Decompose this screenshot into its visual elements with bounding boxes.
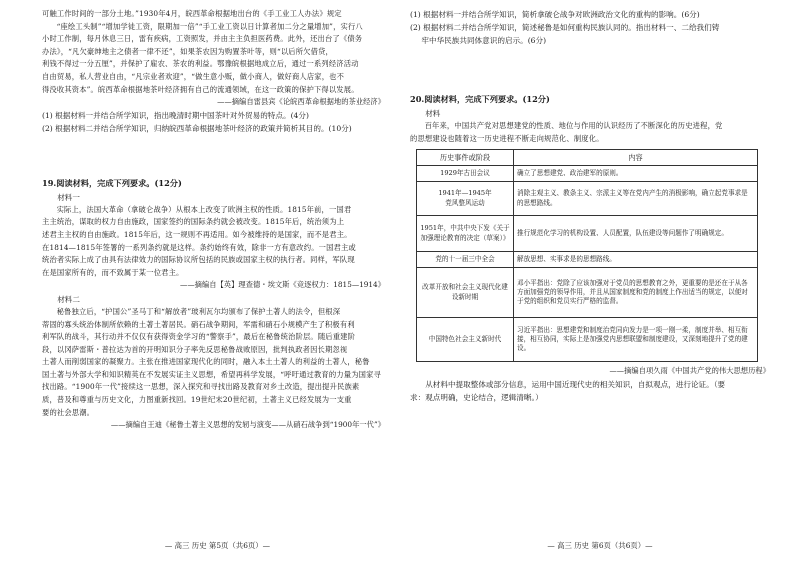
source-citation: ——摘编自【英】理查德・埃文斯《竞逐权力：1815—1914》 [180,280,385,290]
text-line: 蒂固的寡头统治体制所依赖的土著土著居民。硝石战争期间，军需和硝石小规模产生了积极有利 [42,319,355,329]
question-1: (1) 根据材料一并结合所学知识，指出晚清时期中国茶叶对外贸易的特点。(4分) [42,110,309,120]
cell-content: 习近平指出：思想建党和制度治党同向发力是一项一刚一柔，制度并举、相互衔接，相互协同，实际上是加强党内思想联盟和制度建设，又深刻地提升了党的建设。 [514,318,758,362]
cell-content: 确立了思想建党、政治建军的原则。 [514,166,758,182]
text-line: 质，普及和尊重与历史文化，力图重新找回。19世纪末20世纪初，土著主义已经发展为一支重 [42,395,352,405]
cell-content: 邓小平指出：党除了应该加强对于党员的思想教育之外，更重要的是还在于从各方面加强党的领导作用，并且从国家制度和党的制度上作出适当的规定，以便对于党的组织和党员实行严格的监督。 [514,268,758,318]
material-label: 材料 [425,109,441,118]
text-line: 办法》，“凡欠豪绅地主之债者一律不还”，如果茶农因为购置茶叶等，则“以后所欠借贷， [42,46,333,56]
text-line: 百年来，中国共产党对思想建党的性质、地位与作用的认识经历了不断深化的历史进程，党 [424,121,723,130]
page-footer: — 高三 历史 第6页（共6页）— [547,541,653,550]
task-instruction-cont: 求：观点明确，史论结合，逻辑清晰。） [410,392,543,402]
table-header-row [417,150,758,166]
material-2-label: 材料二 [57,294,80,304]
text-line: 统治者实际上成了由具有法律效力的国际协议所包括的民族或国家主权的执行者。同样，军队现 [42,255,355,265]
cell-content: 解放思想、实事求是的思想路线。 [514,252,758,268]
text-line: 利钱不得过一分五厘”，并保护了雇农、茶农的利益。鄂豫皖根据地成立后，通过一系列经济活动 [42,59,359,69]
text-line: 可触工作时间的一部分土地。”1930年4月，皖西革命根据地出台的《手工业工人办法》规定 [42,9,342,18]
text-line: 实际上，法国大革命（拿破仑战争）从根本上改变了欧洲主权的性质。1815年前，一国君 [56,204,352,214]
cell-content: 消除主观主义、教条主义、宗派主义等在党内产生的消极影响，确立起党事求是的思想路线。 [514,182,758,216]
text-line: 段，以冈萨雷斯・普拉达为首的开明知识分子率先反思秘鲁战败原因，批判执政者因长期忽视 [42,344,348,354]
page-6 [400,0,800,565]
text-line: 在1814—1815年签署的一系列条约就是这样。条约始终有效，除非一方有意改约。一国君主或 [42,242,356,252]
cell-era: 1941年—1945年 党风整风运动 [417,182,514,216]
history-table [416,149,758,362]
text-line: 找出路。“1900年一代”接续这一思想，深入探究和寻找出路及教育对乡土改造，提出提升民族素 [42,382,360,392]
text-line: 得没收其资本”。皖西革命根据地茶叶经济拥有自己的流通领域，在这一政策的保护下得以发展。 [42,84,359,94]
material-2-text [42,306,385,419]
text-line: 在是国家所有的，而不致属于某一位君主。 [42,267,184,277]
text-line: 秘鲁独立后，“护国公”圣马丁和“解放者”玻利瓦尔均颁布了保护土著人的法令，但根深 [56,306,341,316]
table-row [417,318,758,362]
source-citation: ——摘编自项久雨《中国共产党的伟大思想历程》 [609,366,770,376]
table-row [417,166,758,182]
text-line: 小时工作制，每月休息三日，雷有疾病，工资照发，并由主主负担医药费。此外，还出台了《债务 [42,34,363,44]
material-1-label: 材料一 [57,192,80,202]
question-19-1: (1) 根据材料一并结合所学知识，简析拿破仑战争对欧洲政治文化的重构的影响。(6分) [410,10,700,19]
text-line: 要的社会思潮。 [42,407,95,417]
table-row [417,268,758,318]
text-line: “座绘工头制”“增加学徒工资，限期加一倍”“手工业工资以日计算者加二分之量增加”，实行八 [56,21,363,31]
material-1-text [42,204,385,280]
task-instruction: 从材料中提取整体或部分信息，运用中国近现代史的相关知识，自拟观点，进行论证。（要 [425,379,726,389]
text-line: 述君主主权的自由施政。1815年后，这一规则不再适用。如今被维持的是国家，而不是君主。 [42,229,352,239]
table-row [417,182,758,216]
question-19-2: (2) 根据材料二并结合所学知识，简述秘鲁是如何重构民族认同的。指出材料一、二给我们铸 [410,23,720,32]
text-line: 利军队的战斗，其行动并不仅仅有获得资金学习的“警察手”，最后在秘鲁统治阶层。随后重建阶 [42,332,356,342]
question-2: (2) 根据材料二并结合所学知识，归纳皖西革命根据地茶叶经济的政策并简析其目的。(10分) [42,123,352,133]
source-citation: ——摘编自雷县宾《论皖西革命根据地的茶业经济》 [217,97,385,107]
question-19-heading: 19.阅读材料，完成下列要求。(12分) [42,177,182,188]
cell-era: 中国特色社会主义新时代 [417,318,514,362]
question-19-2-cont: 牢中华民族共同体意识的启示。(6分) [421,36,547,45]
question-20-heading: 20.阅读材料，完成下列要求。(12分) [410,94,550,104]
text-line: 自由贸易，私人营业自由，“凡宗业者欢迎”，“做生意小贩，做小商人，做好商人店家，也不 [42,71,345,81]
text-line: 主主统治，谋取的权力自由施政，国家签约的国际条约就会被改变。1815年后，统治须为上 [42,217,345,227]
cell-content: 推行规范化学习的机构设置、人员配置，队伍建设等问题作了明确规定。 [514,216,758,252]
source-citation: ——摘编自王迪《秘鲁土著主义思想的发轫与演变——从硝石战争到“1900年一代”》 [110,420,385,430]
text-line: 的思想建设也随着这一历史进程不断走向规范化、制度化。 [410,133,604,143]
cell-era: 改革开放和社会主义现代化建设新时期 [417,268,514,318]
cell-era: 1951年，中共中央下发《关于加强理论教育的决定（草案）》 [417,216,514,252]
column-header: 内容 [514,150,758,166]
cell-era: 党的十一届三中全会 [417,252,514,268]
table-row [417,252,758,268]
column-header: 历史事件或阶段 [417,150,514,166]
material-2-continued [42,8,385,96]
page-footer: — 高三 历史 第5页（共6页）— [164,541,271,550]
page-5 [0,0,395,565]
text-line: 国土著与外部大学和知识精英在不发展实证主义思想，希望再科学发展，“呼吁通过教育的力量为国家寻 [42,369,381,379]
table-row [417,216,758,252]
text-line: 土著人而削弱国家的凝聚力。主张在推进国家现代化的同时，融入本土土著人的利益的土著人，秘鲁 [42,357,370,367]
cell-era: 1929年古田会议 [417,166,514,182]
